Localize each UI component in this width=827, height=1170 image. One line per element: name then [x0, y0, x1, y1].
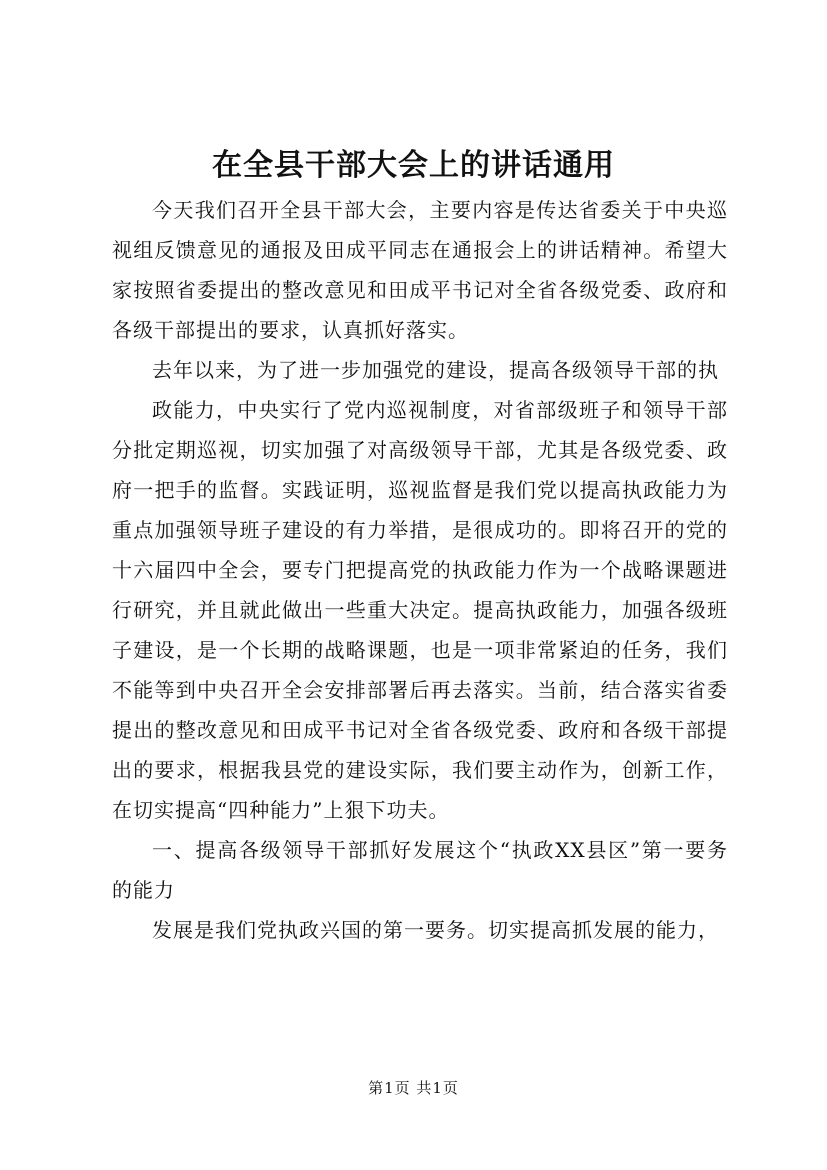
- paragraph-inspection: 政能力，中央实行了党内巡视制度，对省部级班子和领导干部分批定期巡视，切实加强了对高级领导干部，尤其是各级党委、政府一把手的监督。实践证明，巡视监督是我们党以提高执政能力为重点加强领导班子建设的有力举措，是很成功的。即将召开的党的十六届四中全会，要专门把提高党的执政能力作为一个战略课题进行研究，并且就此做出一些重大决定。提高执政能力，加强各级班子建设，是一个长期的战略课题，也是一项非常紧迫的任务，我们不能等到中央召开全会安排部署后再去落实。当前，结合落实省委提出的整改意见和田成平书记对全省各级党委、政府和各级干部提出的要求，根据我县党的建设实际，我们要主动作为，创新工作，在切实提高“四种能力”上狠下功夫。: [112, 398, 728, 822]
- document-body: [112, 190, 728, 950]
- paragraph-background: 去年以来，为了进一步加强党的建设，提高各级领导干部的执: [152, 358, 719, 382]
- paragraph-intro: 今天我们召开全县干部大会，主要内容是传达省委关于中央巡视组反馈意见的通报及田成平同志在通报会上的讲话精神。希望大家按照省委提出的整改意见和田成平书记对全省各级党委、政府和各级干部提出的要求，认真抓好落实。: [112, 198, 728, 342]
- page-footer: 第1页 共1页: [368, 1079, 459, 1097]
- paragraph-development: 发展是我们党执政兴国的第一要务。切实提高抓发展的能力，: [152, 918, 719, 942]
- paragraph-section-heading: 一、提高各级领导干部抓好发展这个“执政XX县区”第一要务的能力: [112, 838, 728, 902]
- document-title: 在全县干部大会上的讲话通用: [212, 148, 615, 183]
